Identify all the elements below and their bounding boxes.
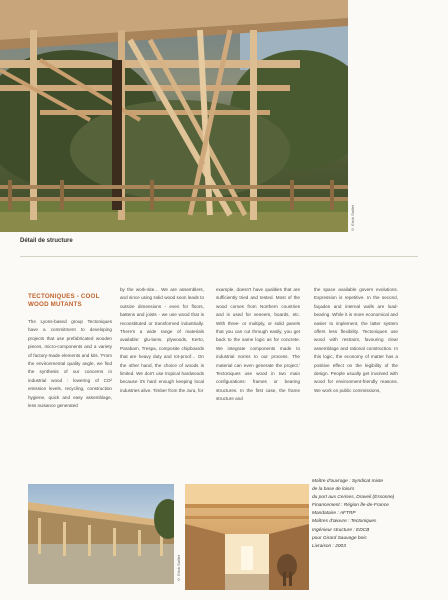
photo-credit-small: © Erick Saillet	[176, 554, 181, 582]
project-info-line: du port aux Cerises, Draveil (Essonne)	[312, 495, 395, 501]
project-info-line: Ingénieur structure : EDCB	[312, 527, 370, 533]
project-info-line: Maîtres d'œuvre : Tectoniques	[312, 519, 377, 525]
article-title: TECTONIQUES - COOL WOOD MUTANTS	[28, 293, 100, 308]
project-info-line: Maître d'ouvrage : Syndicat mixte	[312, 479, 384, 484]
project-info-line: Mandataire : AFTRP	[312, 511, 356, 517]
article-column-4: the space available govern evolutions. Expression is repetitive. In the second, façades and internal walls are load-bearing. While it is more economical and easier to implement, the latter system offers less flexibility. Tectoniques use wood with restraint, favouring clear assemblage and rational construction. In this logic, the economy of matter has a positive effect on the legibility of the design. People usually get involved with wood for environment-friendly reasons. We work on public commissions,	[314, 287, 398, 393]
interior-photo	[185, 484, 309, 590]
project-info-line: de la base de loisirs	[312, 487, 355, 493]
article-column-3: example, doesn't have qualities that are sufficiently tried and tested. Most of the wood comes from Northern countries and is used for veneers, boards, etc. With three- or multiply, or solid panels that you can cut through easily, you get back to the same logic as for concrete. We integrate components made to industrial norms to our process. The material can even generate the project.' Tectoniques use wood in two main configurations: frames or bearing structures. In the first case, the frame structure and	[216, 287, 300, 402]
exterior-photo	[28, 484, 174, 584]
project-info	[312, 478, 432, 551]
project-info-line: Financement : Région Île-de-France	[312, 503, 389, 509]
divider	[20, 256, 418, 257]
article-column-1: The Lyons-based group Tectoniques have a commitment to developing projects that use prefabricated wooden pieces, micro-components and a variety of factory-made elements and kits. 'From the environmental quality angle, we find the synthesis of our concerns in industrial wood : lowering of CO² emission levels, recycling, construction hygiene, quick and easy assemblage, less nuisance generated	[28, 319, 112, 409]
photo-credit: © Erick Saillet	[350, 204, 355, 232]
project-info-line: Livraison : 2003	[312, 543, 346, 549]
article-column-2: by the work-site… We are assemblers, and since using solid wood soon leads to outsize dimensions - even for floors, battens and joists - we use wood that is reconstituted or transformed industrially. There's a wide range of materials available: glu-lams, plywoods, Kerto, Parabam, Trespa, composite chipboards that are heavy duty and rot-proof… On the other hand, the choice of woods is limited. We don't use tropical hardwoods because it's hard enough keeping local industries alive. Timber from the Jura, for	[120, 287, 204, 393]
project-info-line: pour Girard Sauvage bois	[312, 535, 367, 541]
photo-caption: Détail de structure	[20, 238, 73, 244]
main-photo	[0, 0, 348, 232]
